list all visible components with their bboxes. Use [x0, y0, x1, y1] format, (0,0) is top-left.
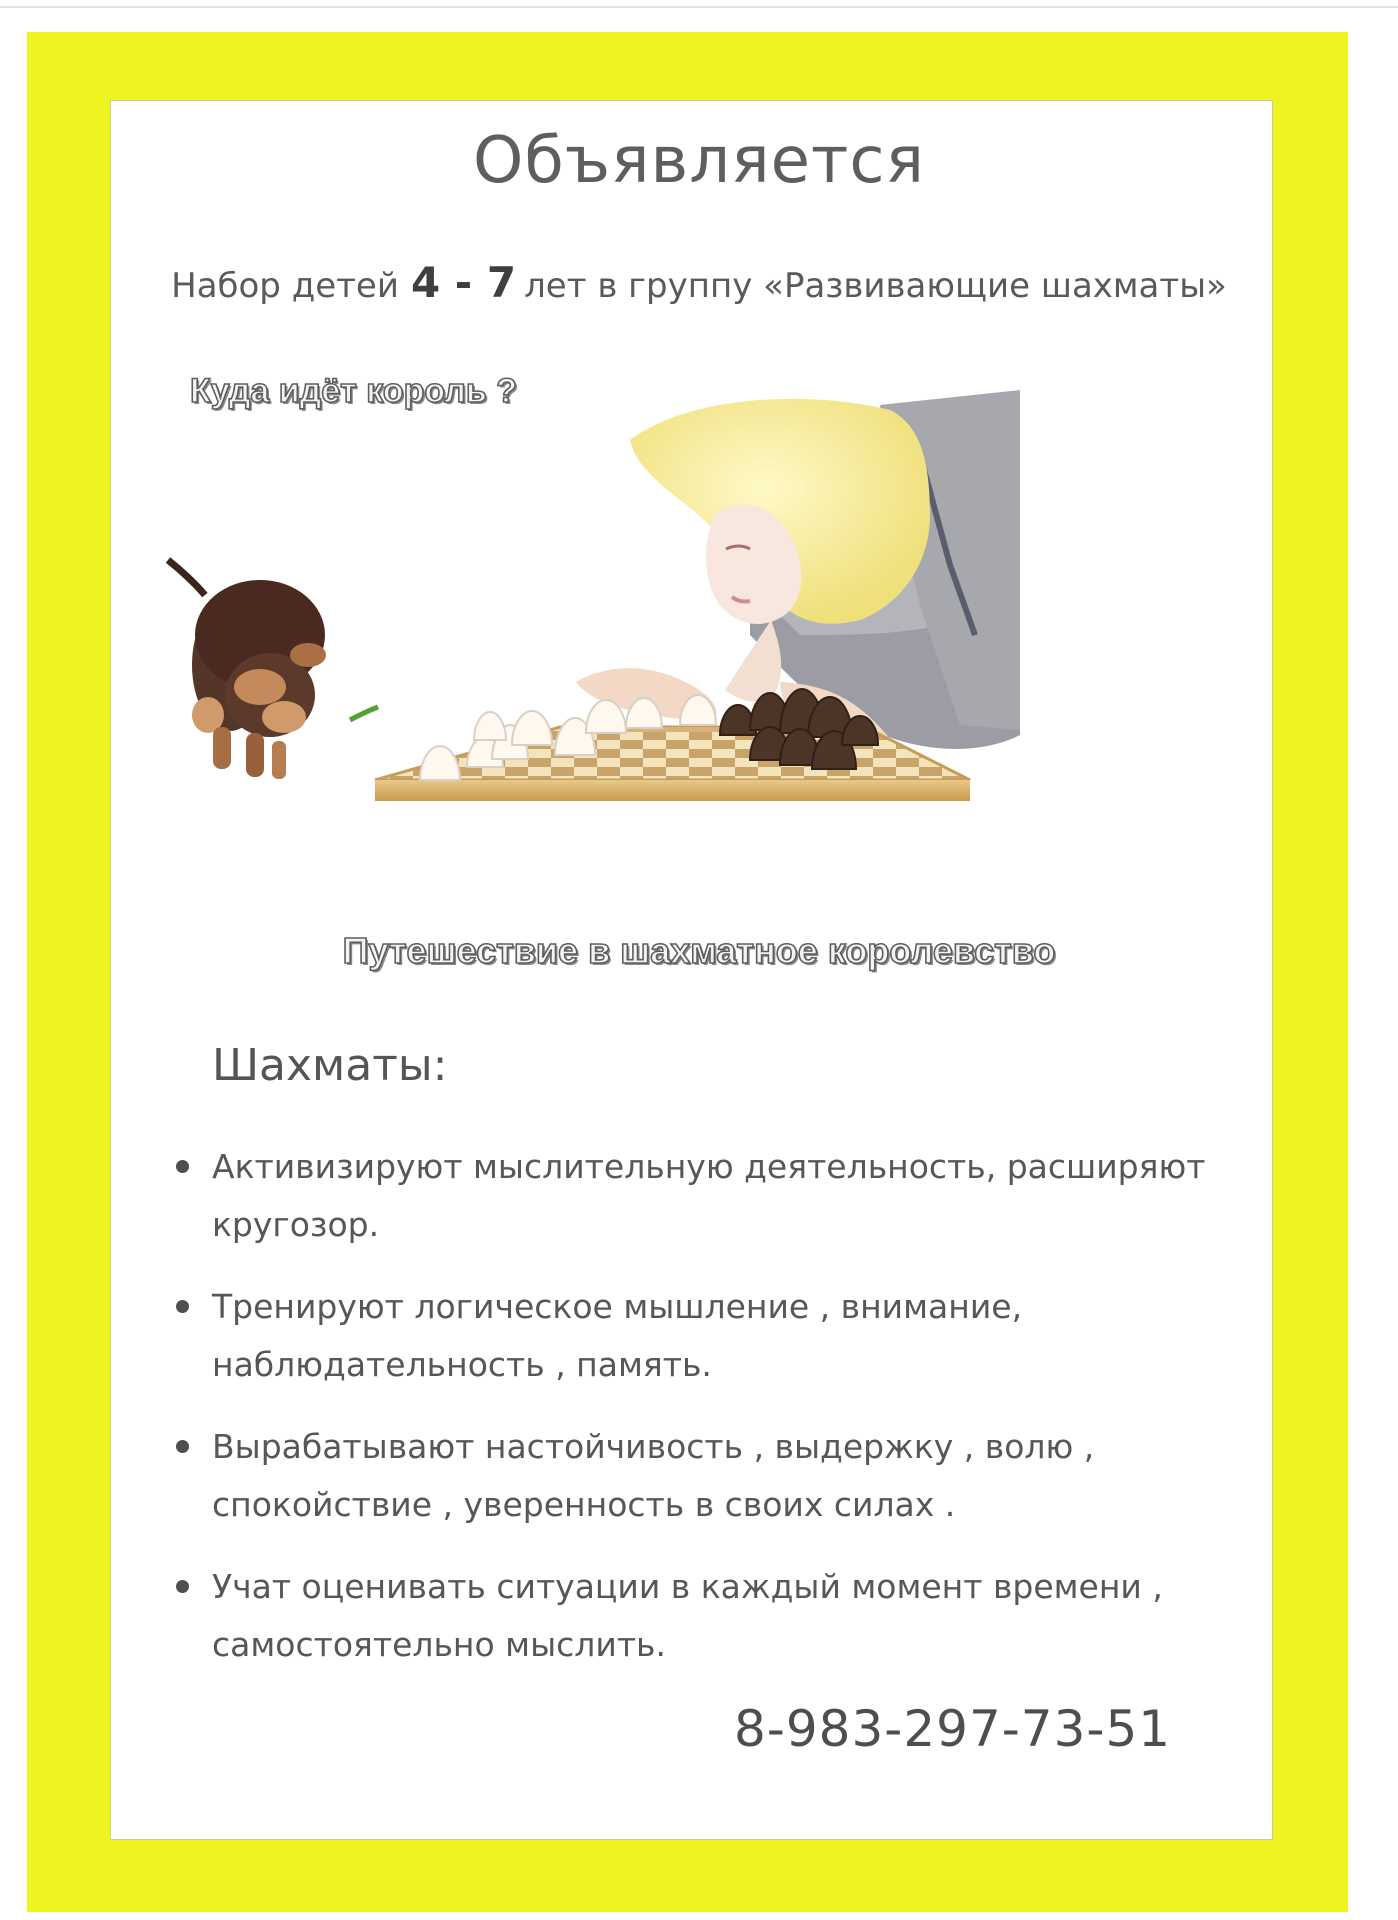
enrollment-subtitle: [0, 258, 1398, 307]
age-range: 4 - 7: [410, 258, 517, 307]
bullet-icon: [176, 1580, 189, 1593]
puppy-illustration: [168, 560, 378, 779]
benefit-text: [212, 1558, 1222, 1674]
benefit-line: наблюдательность , память.: [212, 1345, 712, 1384]
benefit-item: [168, 1418, 1228, 1558]
subtitle-before: Набор детей: [171, 266, 399, 306]
announcement-title: Объявляется: [472, 124, 926, 198]
benefit-line: кругозор.: [212, 1205, 380, 1244]
chess-heading: Шахматы:: [212, 1040, 448, 1091]
bullet-icon: [176, 1160, 189, 1173]
phone-number[interactable]: 8-983-297-73-51: [734, 1700, 1172, 1758]
benefit-line: Вырабатывают настойчивость , выдержку , волю ,: [212, 1427, 1095, 1466]
benefit-text: [212, 1138, 1222, 1254]
benefit-line: самостоятельно мыслить.: [212, 1625, 666, 1664]
benefit-line: спокойствие , уверенность в своих силах .: [212, 1485, 956, 1524]
bullet-icon: [176, 1300, 189, 1313]
subtitle-after: лет в группу «Развивающие шахматы»: [524, 266, 1227, 306]
benefit-text: [212, 1418, 1222, 1534]
scan-edge-line: [0, 6, 1398, 8]
king-question: Куда идёт король ?: [190, 372, 517, 410]
benefit-item: [168, 1558, 1228, 1698]
benefit-line: Активизируют мыслительную деятельность, расширяют: [212, 1147, 1206, 1186]
journey-subtitle: Путешествие в шахматное королевство: [342, 930, 1056, 971]
benefit-item: [168, 1138, 1228, 1278]
benefit-line: Учат оценивать ситуации в каждый момент времени ,: [212, 1567, 1163, 1606]
benefit-item: [168, 1278, 1228, 1418]
benefit-line: Тренируют логическое мышление , внимание,: [212, 1287, 1023, 1326]
benefits-list: [168, 1138, 1228, 1698]
bullet-icon: [176, 1440, 189, 1453]
benefit-text: [212, 1278, 1222, 1394]
chess-photo-illustration: [160, 335, 1220, 865]
